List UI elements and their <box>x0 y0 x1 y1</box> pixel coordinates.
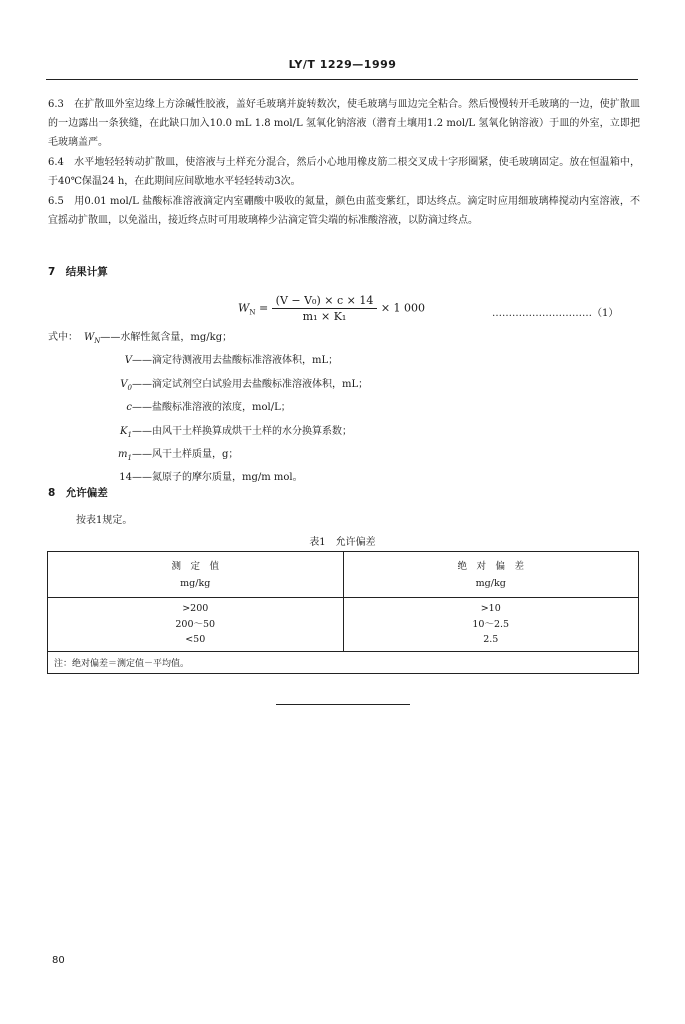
legend-row <box>48 398 368 421</box>
section-7-title: 7 结果计算 <box>48 266 108 278</box>
legend-row <box>48 422 368 445</box>
section-6-3: 6.3 在扩散皿外室边缘上方涂碱性胶液，盖好毛玻璃并旋转数次，使毛玻璃与皿边完全粘合。然后慢慢转开毛玻璃的一边，使扩散皿的一边露出一条狭缝，在此缺口加入10.0 mL 1.8 mol/L 氢氧化钠溶液（潜育土壤用1.2 mol/L 氢氧化钠溶液）于皿的外室，立即把毛玻璃盖严。 <box>48 99 640 148</box>
table-body-row <box>48 598 639 652</box>
table-header-cell: 绝 对 偏 差 mg/kg <box>343 552 639 598</box>
page-number: 80 <box>52 955 65 966</box>
legend-text: ——由风干土样换算成烘干土样的水分换算系数； <box>132 425 352 437</box>
legend-row <box>48 375 368 398</box>
table-header-cell: 测 定 值 mg/kg <box>48 552 344 598</box>
table-caption: 表1 允许偏差 <box>309 537 376 548</box>
legend-text: ——氮原子的摩尔质量，mg/m mol。 <box>132 472 303 484</box>
legend-text: ——滴定试剂空白试验用去盐酸标准溶液体积，mL； <box>132 378 369 390</box>
formula-denominator: m₁ × K₁ <box>302 310 347 323</box>
page-header: LY/T 1229—1999 <box>288 58 397 71</box>
tolerance-table <box>47 551 639 674</box>
header-rule <box>46 79 638 80</box>
legend-text: ——盐酸标准溶液的浓度，mol/L； <box>132 402 291 414</box>
section-8-title: 8 允许偏差 <box>48 487 108 499</box>
legend-symbol: $m_1$ <box>118 449 132 463</box>
table-cell-measured: >200 200～50 <50 <box>48 598 344 652</box>
table-note-row <box>48 651 639 673</box>
formula-numerator: (V − V₀) × c × 14 <box>272 294 378 309</box>
section-6-5: 6.5 用0.01 mol/L 盐酸标准溶液滴定内室硼酸中吸收的氮量，颜色由蓝变紫红，即达终点。滴定时应用细玻璃棒搅动内室溶液，不宜摇动扩散皿，以免溢出，接近终点时可用玻璃棒少沾滴定管尖端的标准酸溶液，以防滴过终点。 <box>48 196 640 226</box>
legend-text: ——风干土样质量，g； <box>132 449 239 461</box>
formula-lhs: W <box>238 301 250 315</box>
legend-intro: 式中： <box>48 332 78 343</box>
legend-row <box>48 445 368 468</box>
section-6-4: 6.4 水平地轻轻转动扩散皿，使溶液与土样充分混合，然后小心地用橡皮筋二根交叉成十字形圈紧，使毛玻璃固定。放在恒温箱中，于40℃保温24 h，在此期间应间歇地水平轻轻转动3次。 <box>48 157 640 187</box>
formula-lhs-sub: N <box>249 308 256 317</box>
legend-text: ——水解性氮含量，mg/kg； <box>100 332 233 343</box>
legend-symbol: c <box>126 402 132 414</box>
formula-fraction <box>272 294 378 323</box>
legend-text: ——滴定待测液用去盐酸标准溶液体积，mL； <box>132 355 339 367</box>
formula-legend <box>48 328 368 492</box>
legend-symbol: $V_0$ <box>120 378 132 392</box>
formula-factor: × 1 000 <box>380 301 426 315</box>
legend-symbol: $K_1$ <box>120 425 132 439</box>
section-8-intro: 按表1规定。 <box>76 515 133 526</box>
legend-row <box>48 351 368 374</box>
formula-1: $W_N$ = $\frac{\text{(V − V₀) × c × 14}}{\text{m₁ × K₁}}$ × 1 000 <box>238 294 426 323</box>
table-header-row <box>48 552 639 598</box>
legend-symbol: $W_N$ <box>84 332 101 345</box>
end-rule <box>276 704 410 705</box>
legend-symbol: 14 <box>119 472 132 484</box>
formula-number: …………………………（1） <box>492 308 619 319</box>
table-note: 注：绝对偏差＝测定值－平均值。 <box>48 651 639 673</box>
table-cell-deviation: >10 10～2.5 2.5 <box>343 598 639 652</box>
legend-row <box>48 328 368 351</box>
legend-symbol: V <box>124 355 132 367</box>
